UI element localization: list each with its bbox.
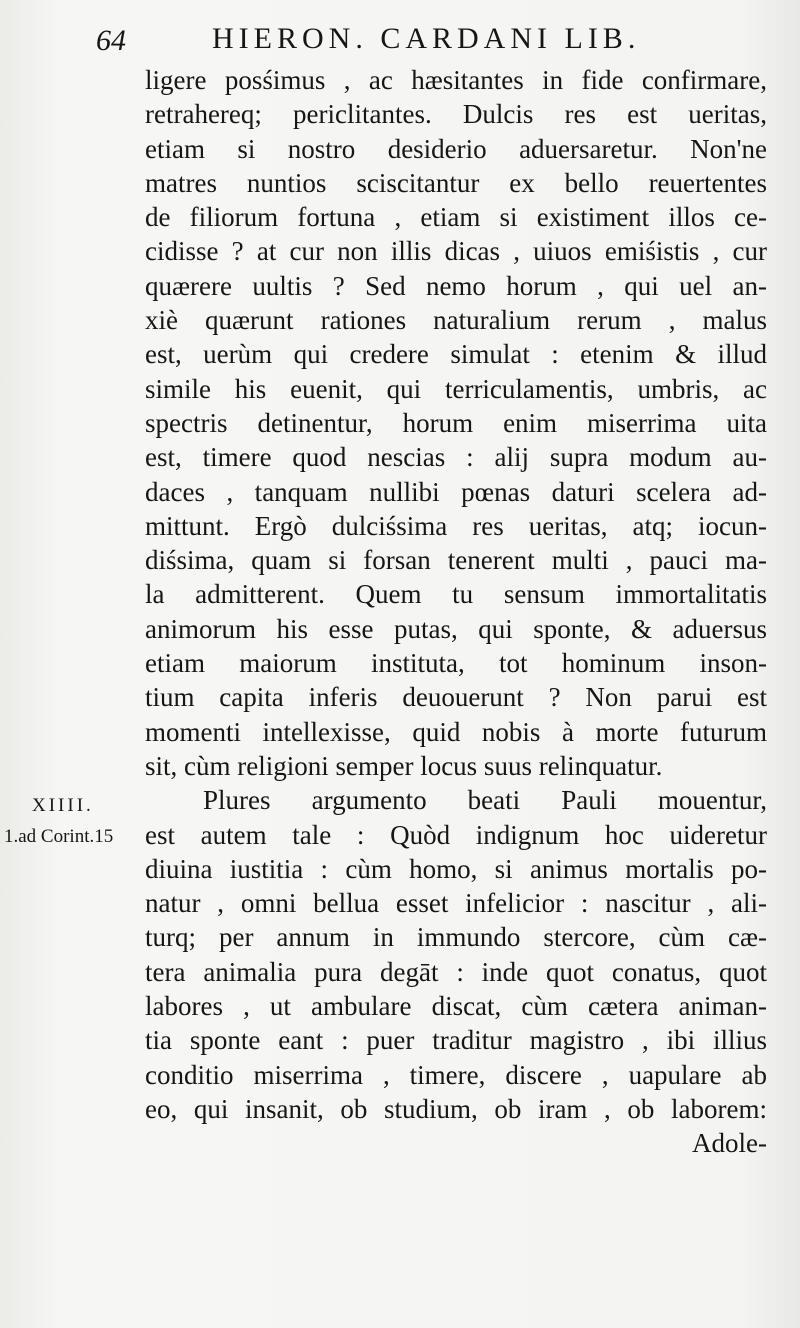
text-line: labores , ut ambulare discat, cùm cætera animan- bbox=[145, 991, 767, 1022]
text-line: tera animalia pura degāt : inde quot conatus, quot bbox=[145, 956, 767, 987]
text-line: eo, qui insanit, ob studium, ob iram , ob laborem: bbox=[145, 1093, 767, 1124]
text-line: turq; per annum in immundo stercore, cùm cæ- bbox=[145, 922, 767, 953]
text-line: matres nuntios sciscitantur ex bello reuertentes bbox=[145, 167, 767, 198]
text-line: retrahereq; periclitantes. Dulcis res est ueritas, bbox=[145, 99, 767, 130]
text-line: momenti intellexisse, quid nobis à morte futurum bbox=[145, 716, 767, 747]
paragraph-2 bbox=[145, 783, 767, 1126]
running-head: HIERON. CARDANI LIB. bbox=[212, 22, 641, 55]
text-line: de filiorum fortuna , etiam si existiment illos ce- bbox=[145, 202, 767, 233]
margin-note-reference: 1.ad Corint.15 bbox=[4, 826, 114, 847]
text-line: Plures argumento beati Pauli mouentur, bbox=[203, 785, 767, 816]
catchword: Adole- bbox=[692, 1128, 767, 1159]
text-line: xiè quærunt rationes naturalium rerum , malus bbox=[145, 305, 767, 336]
text-line: tia sponte eant : puer traditur magistro , ibi illius bbox=[145, 1025, 767, 1056]
text-line: est, timere quod nescias : alij supra modum au- bbox=[145, 442, 767, 473]
text-line: est autem tale : Quòd indignum hoc uideretur bbox=[145, 819, 767, 850]
text-line: est, uerùm qui credere simulat : etenim & illud bbox=[145, 339, 767, 370]
margin-note-section-number: XIIII. bbox=[32, 795, 94, 816]
text-line: mittunt. Ergò dulciśsima res ueritas, atq; iocun- bbox=[145, 510, 767, 541]
text-line: conditio miserrima , timere, discere , uapulare ab bbox=[145, 1059, 767, 1090]
text-line: etiam si nostro desiderio aduersaretur. Non'ne bbox=[145, 133, 767, 164]
text-line: spectris detinentur, horum enim miserrima uita bbox=[145, 407, 767, 438]
text-line: natur , omni bellua esset infelicior : nascitur , ali- bbox=[145, 888, 767, 919]
text-line: ligere posśimus , ac hæsitantes in fide confirmare, bbox=[145, 65, 767, 95]
page-header bbox=[96, 18, 776, 62]
text-line: animorum his esse putas, qui sponte, & aduersus bbox=[145, 613, 767, 644]
text-line: la admitterent. Quem tu sensum immortalitatis bbox=[145, 579, 767, 610]
text-line: etiam maiorum instituta, tot hominum inson- bbox=[145, 648, 767, 679]
text-line: diśsima, quam si forsan tenerent multi , pauci ma- bbox=[145, 545, 767, 576]
text-line: quærere uultis ? Sed nemo horum , qui uel an- bbox=[145, 270, 767, 301]
text-line: sit, cùm religioni semper locus suus relinquatur. bbox=[145, 750, 663, 781]
page-number: 64 bbox=[96, 24, 126, 57]
text-line: daces , tanquam nullibi pœnas daturi scelera ad- bbox=[145, 476, 767, 507]
text-line: simile his euenit, qui terriculamentis, umbris, ac bbox=[145, 373, 767, 404]
paragraph-1 bbox=[145, 63, 767, 783]
text-line: diuina iustitia : cùm homo, si animus mortalis po- bbox=[145, 853, 767, 884]
body-text bbox=[145, 63, 767, 1161]
text-line: cidisse ? at cur non illis dicas , uiuos emiśistis , cur bbox=[145, 236, 767, 267]
text-line: tium capita inferis deuouerunt ? Non parui est bbox=[145, 682, 767, 713]
